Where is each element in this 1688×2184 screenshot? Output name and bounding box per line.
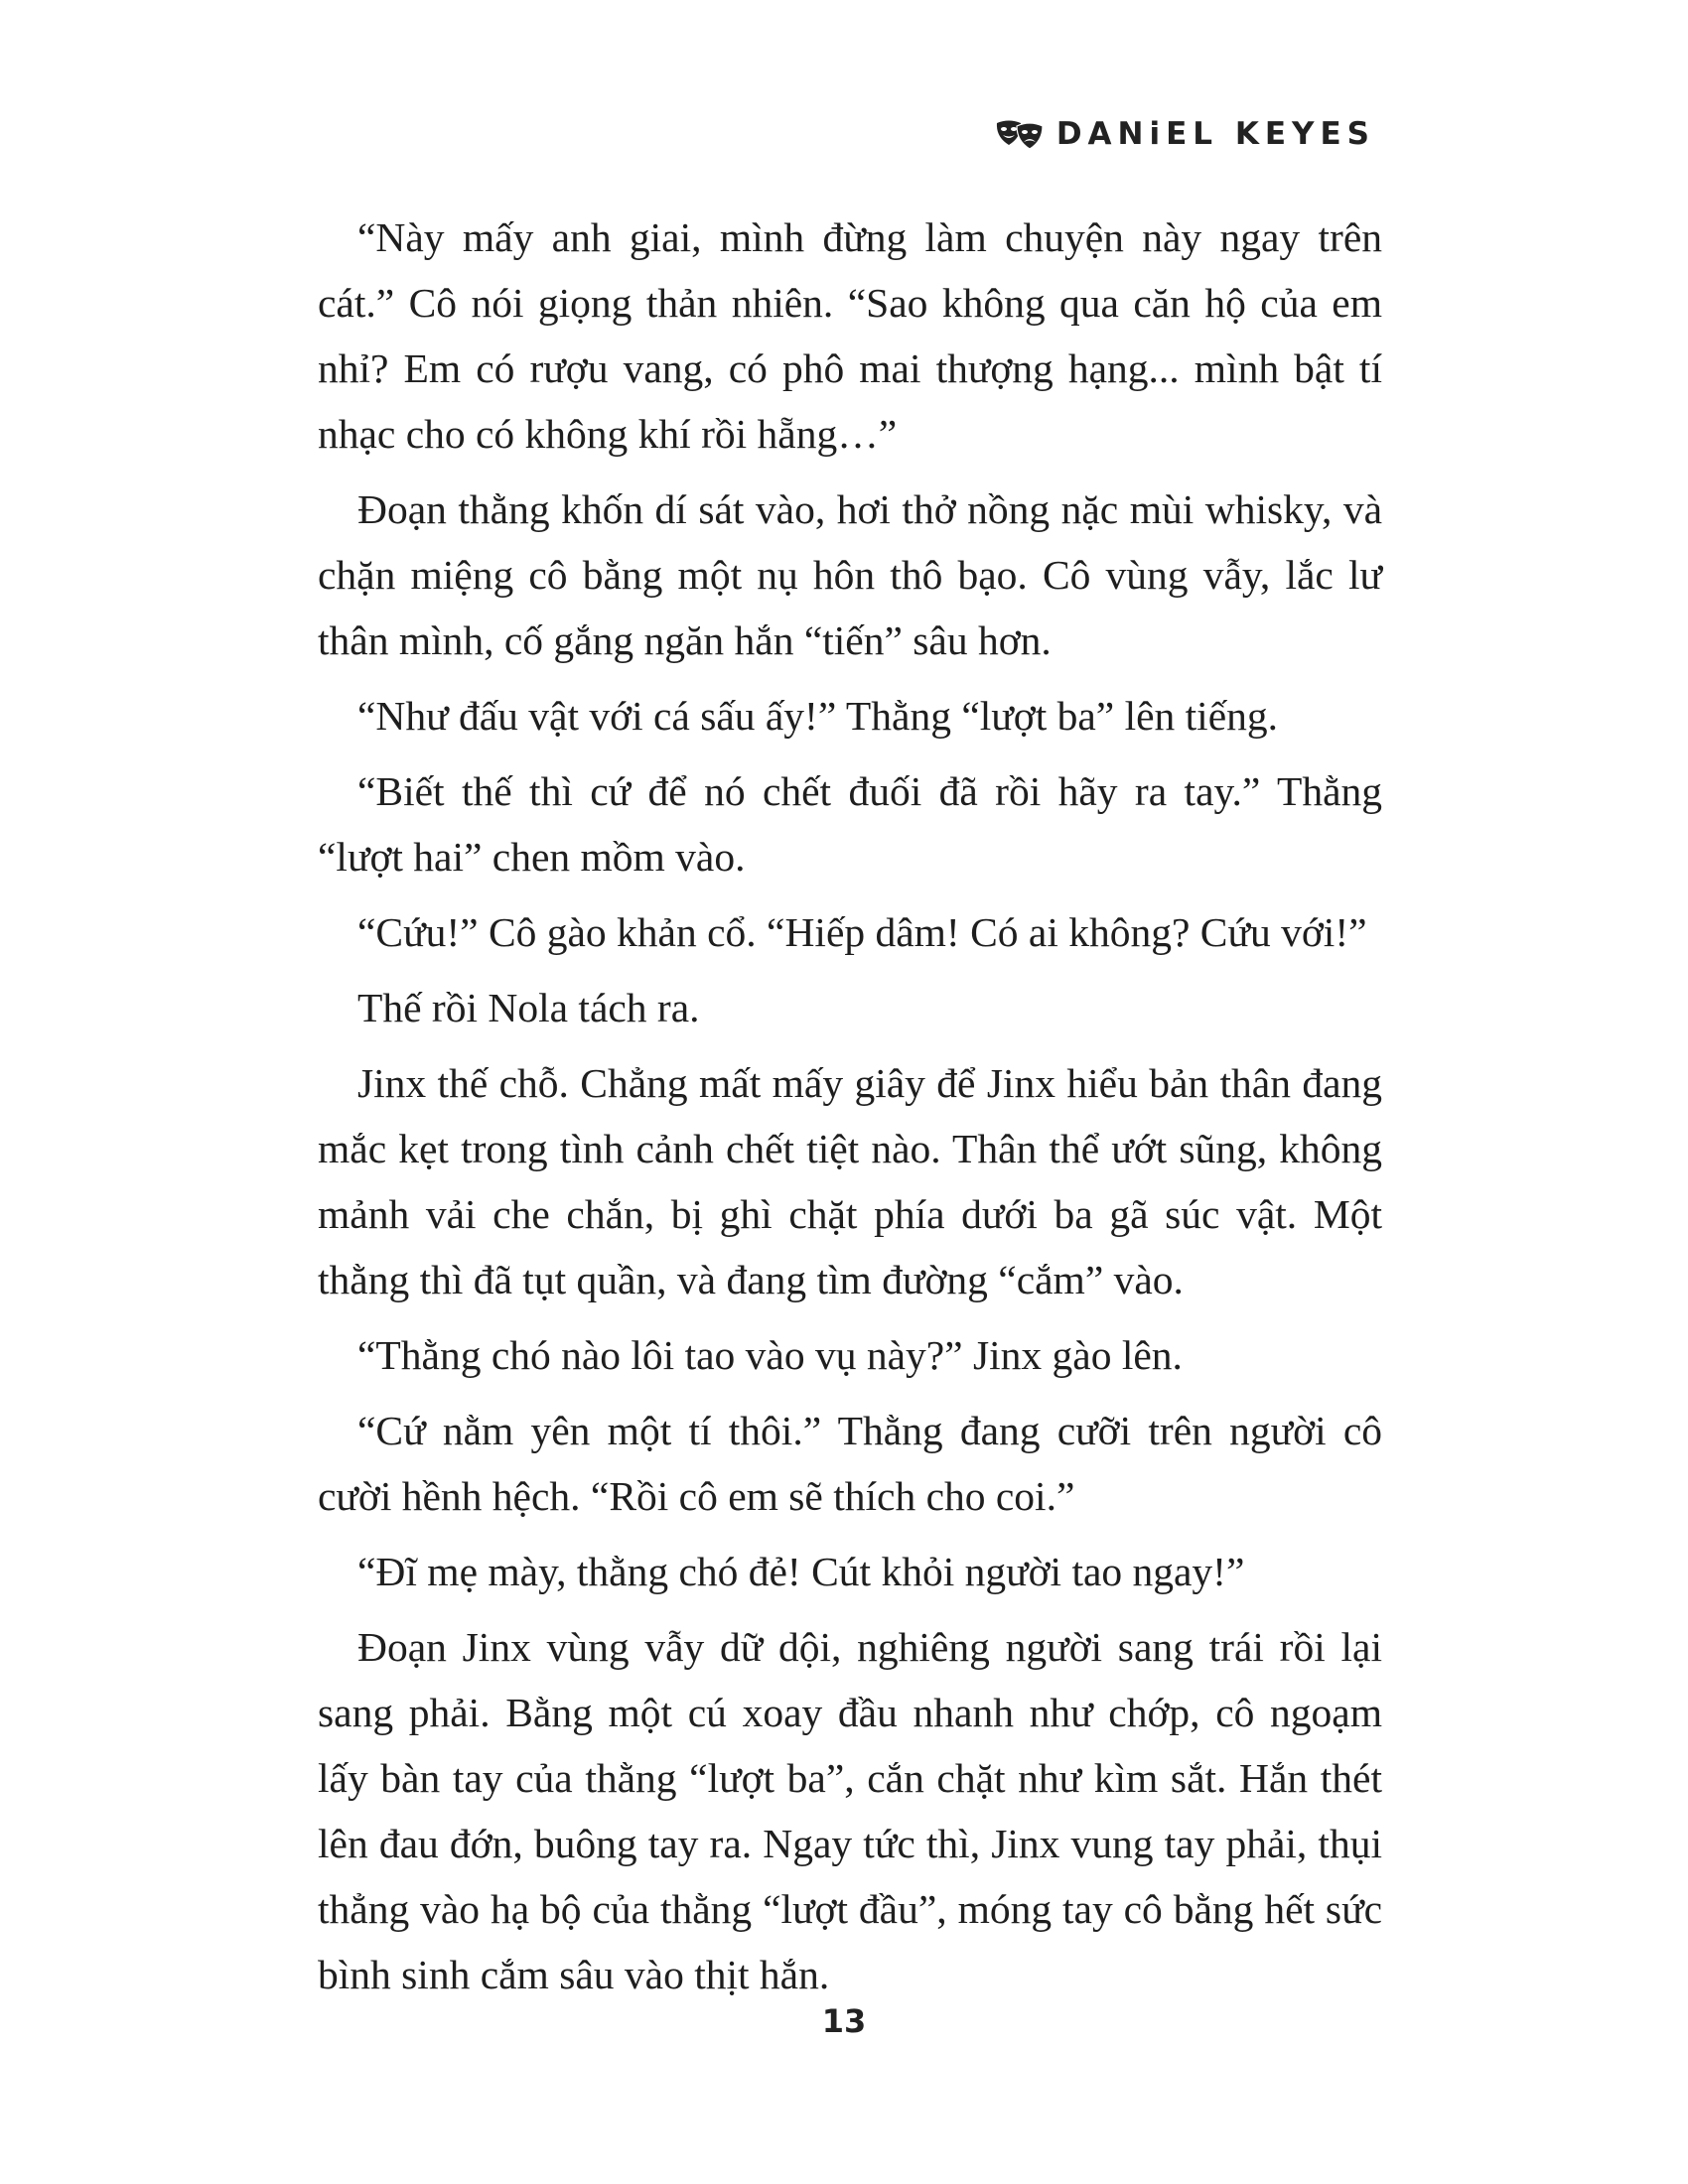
paragraph: Đoạn Jinx vùng vẫy dữ dội, nghiêng người sang trái rồi lại sang phải. Bằng một cú xoay đầu nhanh như chớp, cô ngoạm lấy bàn tay của thằng “lượt ba”, cắn chặt như kìm sắt. Hắn thét lên đau đớn, buông tay ra. Ngay tức thì, Jinx vung tay phải, thụi thẳng vào hạ bộ của thằng “lượt đầu”, móng tay cô bằng hết sức bình sinh cắm sâu vào thịt hắn. xyxy=(318,1624,1382,1997)
theater-masks-icon xyxy=(995,117,1045,151)
paragraph: “Này mấy anh giai, mình đừng làm chuyện này ngay trên cát.” Cô nói giọng thản nhiên. “Sao không qua căn hộ của em nhỉ? Em có rượu vang, có phô mai thượng hạng... mình bật tí nhạc cho có không khí rồi hẵng…” xyxy=(318,214,1382,457)
paragraph: “Như đấu vật với cá sấu ấy!” Thằng “lượt ba” lên tiếng. xyxy=(357,693,1279,739)
paragraph: Thế rồi Nola tách ra. xyxy=(357,985,700,1030)
paragraph: “Cứu!” Cô gào khản cổ. “Hiếp dâm! Có ai không? Cứu với!” xyxy=(357,909,1367,955)
paragraph: Jinx thế chỗ. Chẳng mất mấy giây để Jinx hiểu bản thân đang mắc kẹt trong tình cảnh chết tiệt nào. Thân thể ướt sũng, không mảnh vải che chắn, bị ghì chặt phía dưới ba gã súc vật. Một thằng thì đã tụt quần, và đang tìm đường “cắm” vào. xyxy=(318,1060,1382,1302)
page-number: 13 xyxy=(821,2002,867,2040)
body-text xyxy=(318,205,1382,2017)
running-header xyxy=(995,117,1375,151)
paragraph: “Thằng chó nào lôi tao vào vụ này?” Jinx gào lên. xyxy=(357,1332,1183,1378)
paragraph: “Cứ nằm yên một tí thôi.” Thằng đang cưỡi trên người cô cười hềnh hệch. “Rồi cô em sẽ thích cho coi.” xyxy=(318,1408,1382,1519)
paragraph: “Biết thế thì cứ để nó chết đuối đã rồi hãy ra tay.” Thằng “lượt hai” chen mồm vào. xyxy=(318,768,1382,880)
paragraph: “Đĩ mẹ mày, thằng chó đẻ! Cút khỏi người tao ngay!” xyxy=(357,1549,1245,1594)
author-name: DANiEL KEYES xyxy=(1055,115,1375,152)
paragraph: Đoạn thằng khốn dí sát vào, hơi thở nồng nặc mùi whisky, và chặn miệng cô bằng một nụ hôn thô bạo. Cô vùng vẫy, lắc lư thân mình, cố gắng ngăn hắn “tiến” sâu hơn. xyxy=(318,486,1382,663)
